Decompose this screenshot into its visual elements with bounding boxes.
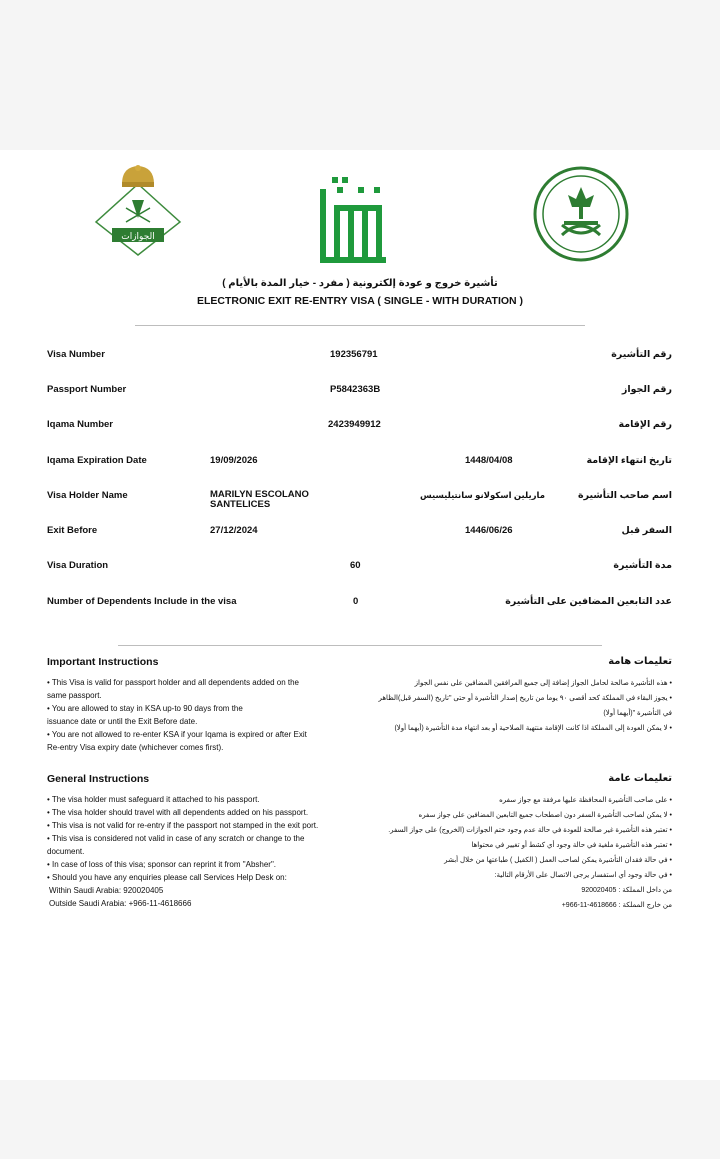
iqama-expiration-value: 19/09/2026	[210, 455, 258, 466]
iqama-number-label-ar: رقم الإقامة	[618, 419, 672, 430]
instruction-line: issuance date or until the Exit Before date.	[47, 717, 198, 726]
important-instructions-title: Important Instructions	[47, 656, 159, 668]
instruction-line: • Should you have any enquiries please call Services Help Desk on:	[47, 873, 287, 882]
visa-holder-name-label-ar: اسم صاحب التأشيرة	[578, 490, 672, 501]
instruction-line: • The visa holder should travel with all dependents added on his passport.	[47, 808, 309, 817]
visa-number-value: 192356791	[330, 349, 378, 360]
iqama-number-label: Iqama Number	[47, 419, 113, 430]
title-arabic: تأشيرة خروج و عودة إلكترونية ( مفرد - خيار المدة بالأيام )	[222, 278, 498, 289]
important-instructions-title-ar: تعليمات هامة	[608, 656, 672, 667]
iqama-expiration-label-ar: تاريخ انتهاء الإقامة	[586, 455, 672, 466]
exit-before-label: Exit Before	[47, 525, 98, 536]
exit-before-label-ar: السفر قبل	[621, 525, 672, 536]
divider	[135, 325, 585, 326]
instruction-line-ar: • في حالة وجود أي استفسار يرجى الاتصال على الأرقام التالية:	[494, 872, 672, 879]
instruction-line-ar: • في حالة فقدان التأشيرة يمكن لصاحب العمل ( الكفيل ) طباعتها من خلال أبشر	[444, 857, 672, 864]
dependents-label-ar: عدد التابعين المضافين على التأشيرة	[505, 596, 672, 607]
instruction-line: • This visa is considered not valid in case of any scratch or change to the	[47, 834, 305, 843]
instruction-line-ar: • تعتبر هذه التأشيرة ملغية في حالة وجود أي كشط أو تغيير في محتواها	[471, 842, 672, 849]
instruction-line-ar: • تعتبر هذه التأشيرة غير صالحة للعودة في حالة عدم وجود ختم الجوازات (الخروج) على جواز السفر.	[388, 827, 672, 834]
instruction-line: Outside Saudi Arabia: +966-11-4618666	[49, 899, 192, 908]
passport-number-label-ar: رقم الجواز	[621, 384, 672, 395]
instruction-line-ar: • على صاحب التأشيرة المحافظة عليها مرفقة مع جواز سفره	[499, 797, 672, 804]
ministry-emblem	[532, 165, 630, 263]
instruction-line-ar: • هذه التأشيرة صالحة لحامل الجواز إضافة إلى جميع المرافقين المضافين على نفس الجواز	[414, 680, 672, 687]
instruction-line-ar: من داخل المملكة : 920020405	[581, 887, 672, 894]
passport-number-label: Passport Number	[47, 384, 127, 395]
absher-logo	[318, 175, 392, 263]
instruction-line-ar: • لا يمكن العودة إلى المملكة اذا كانت الإقامة منتهية الصلاحية أو بعد انتهاء مدة التأشيرة (أيهما أولا)	[394, 725, 672, 732]
instruction-line: • The visa holder must safeguard it attached to his passport.	[47, 795, 260, 804]
general-instructions-list-ar	[342, 793, 672, 913]
important-instructions-list	[47, 676, 347, 754]
visa-duration-label-ar: مدة التأشيرة	[613, 560, 672, 571]
instruction-line-ar: • لا يمكن لصاحب التأشيرة السفر دون اصطحاب جميع التابعين المضافين على جواز سفره	[418, 812, 672, 819]
visa-duration-label: Visa Duration	[47, 560, 109, 571]
general-instructions-title-ar: تعليمات عامة	[608, 773, 672, 784]
visa-duration-value: 60	[350, 560, 361, 571]
exit-before-value: 27/12/2024	[210, 525, 258, 536]
instruction-line: Re-entry Visa expiry date (whichever comes first).	[47, 743, 224, 752]
important-instructions-list-ar	[342, 676, 672, 736]
visa-document	[0, 150, 720, 1080]
instruction-line-ar: في التأشيرة "(أيهما أولا)	[603, 710, 672, 717]
instruction-line: document.	[47, 847, 85, 856]
iqama-expiration-label: Iqama Expiration Date	[47, 455, 147, 466]
jawazat-logo	[92, 162, 184, 256]
instruction-line: • You are not allowed to re-enter KSA if your Iqama is expired or after Exit	[47, 730, 307, 739]
instruction-line: • This Visa is valid for passport holder and all dependents added on the	[47, 678, 300, 687]
visa-holder-name-label: Visa Holder Name	[47, 490, 128, 501]
general-instructions-list	[47, 793, 357, 910]
instruction-line: • This visa is not valid for re-entry if the passport not stamped in the exit port.	[47, 821, 319, 830]
instruction-line: same passport.	[47, 691, 102, 700]
visa-holder-name-ar: ماريلين اسكولانو سانتيليسيس	[420, 490, 546, 500]
instruction-line: • In case of loss of this visa; sponsor can reprint it from "Absher".	[47, 860, 277, 869]
visa-number-label-ar: رقم التأشيرة	[611, 349, 672, 360]
visa-number-label: Visa Number	[47, 349, 105, 360]
iqama-expiration-hijri: 1448/04/08	[465, 455, 513, 466]
passport-number-value: P5842363B	[330, 384, 381, 395]
divider	[118, 645, 602, 646]
instruction-line: Within Saudi Arabia: 920020405	[49, 886, 164, 895]
dependents-label: Number of Dependents Include in the visa	[47, 596, 237, 607]
iqama-number-value: 2423949912	[328, 419, 381, 430]
jawazat-logo-text: الجوازات	[121, 232, 155, 242]
dependents-value: 0	[353, 596, 359, 607]
instruction-line: • You are allowed to stay in KSA up-to 90 days from the	[47, 704, 243, 713]
instruction-line-ar: • يجوز البقاء في المملكة كحد أقصى ٩٠ يوما من تاريخ إصدار التأشيرة أو حتى "تاريخ (السفر قبل)الظاهر	[378, 695, 672, 702]
general-instructions-title: General Instructions	[47, 773, 150, 785]
visa-holder-name-value: MARILYN ESCOLANO SANTELICES	[210, 489, 309, 510]
instruction-line-ar: من خارج المملكة : 4618666-11-966+	[561, 902, 672, 909]
title-english: ELECTRONIC EXIT RE-ENTRY VISA ( SINGLE - WITH DURATION )	[196, 295, 524, 307]
exit-before-hijri: 1446/06/26	[465, 525, 513, 536]
